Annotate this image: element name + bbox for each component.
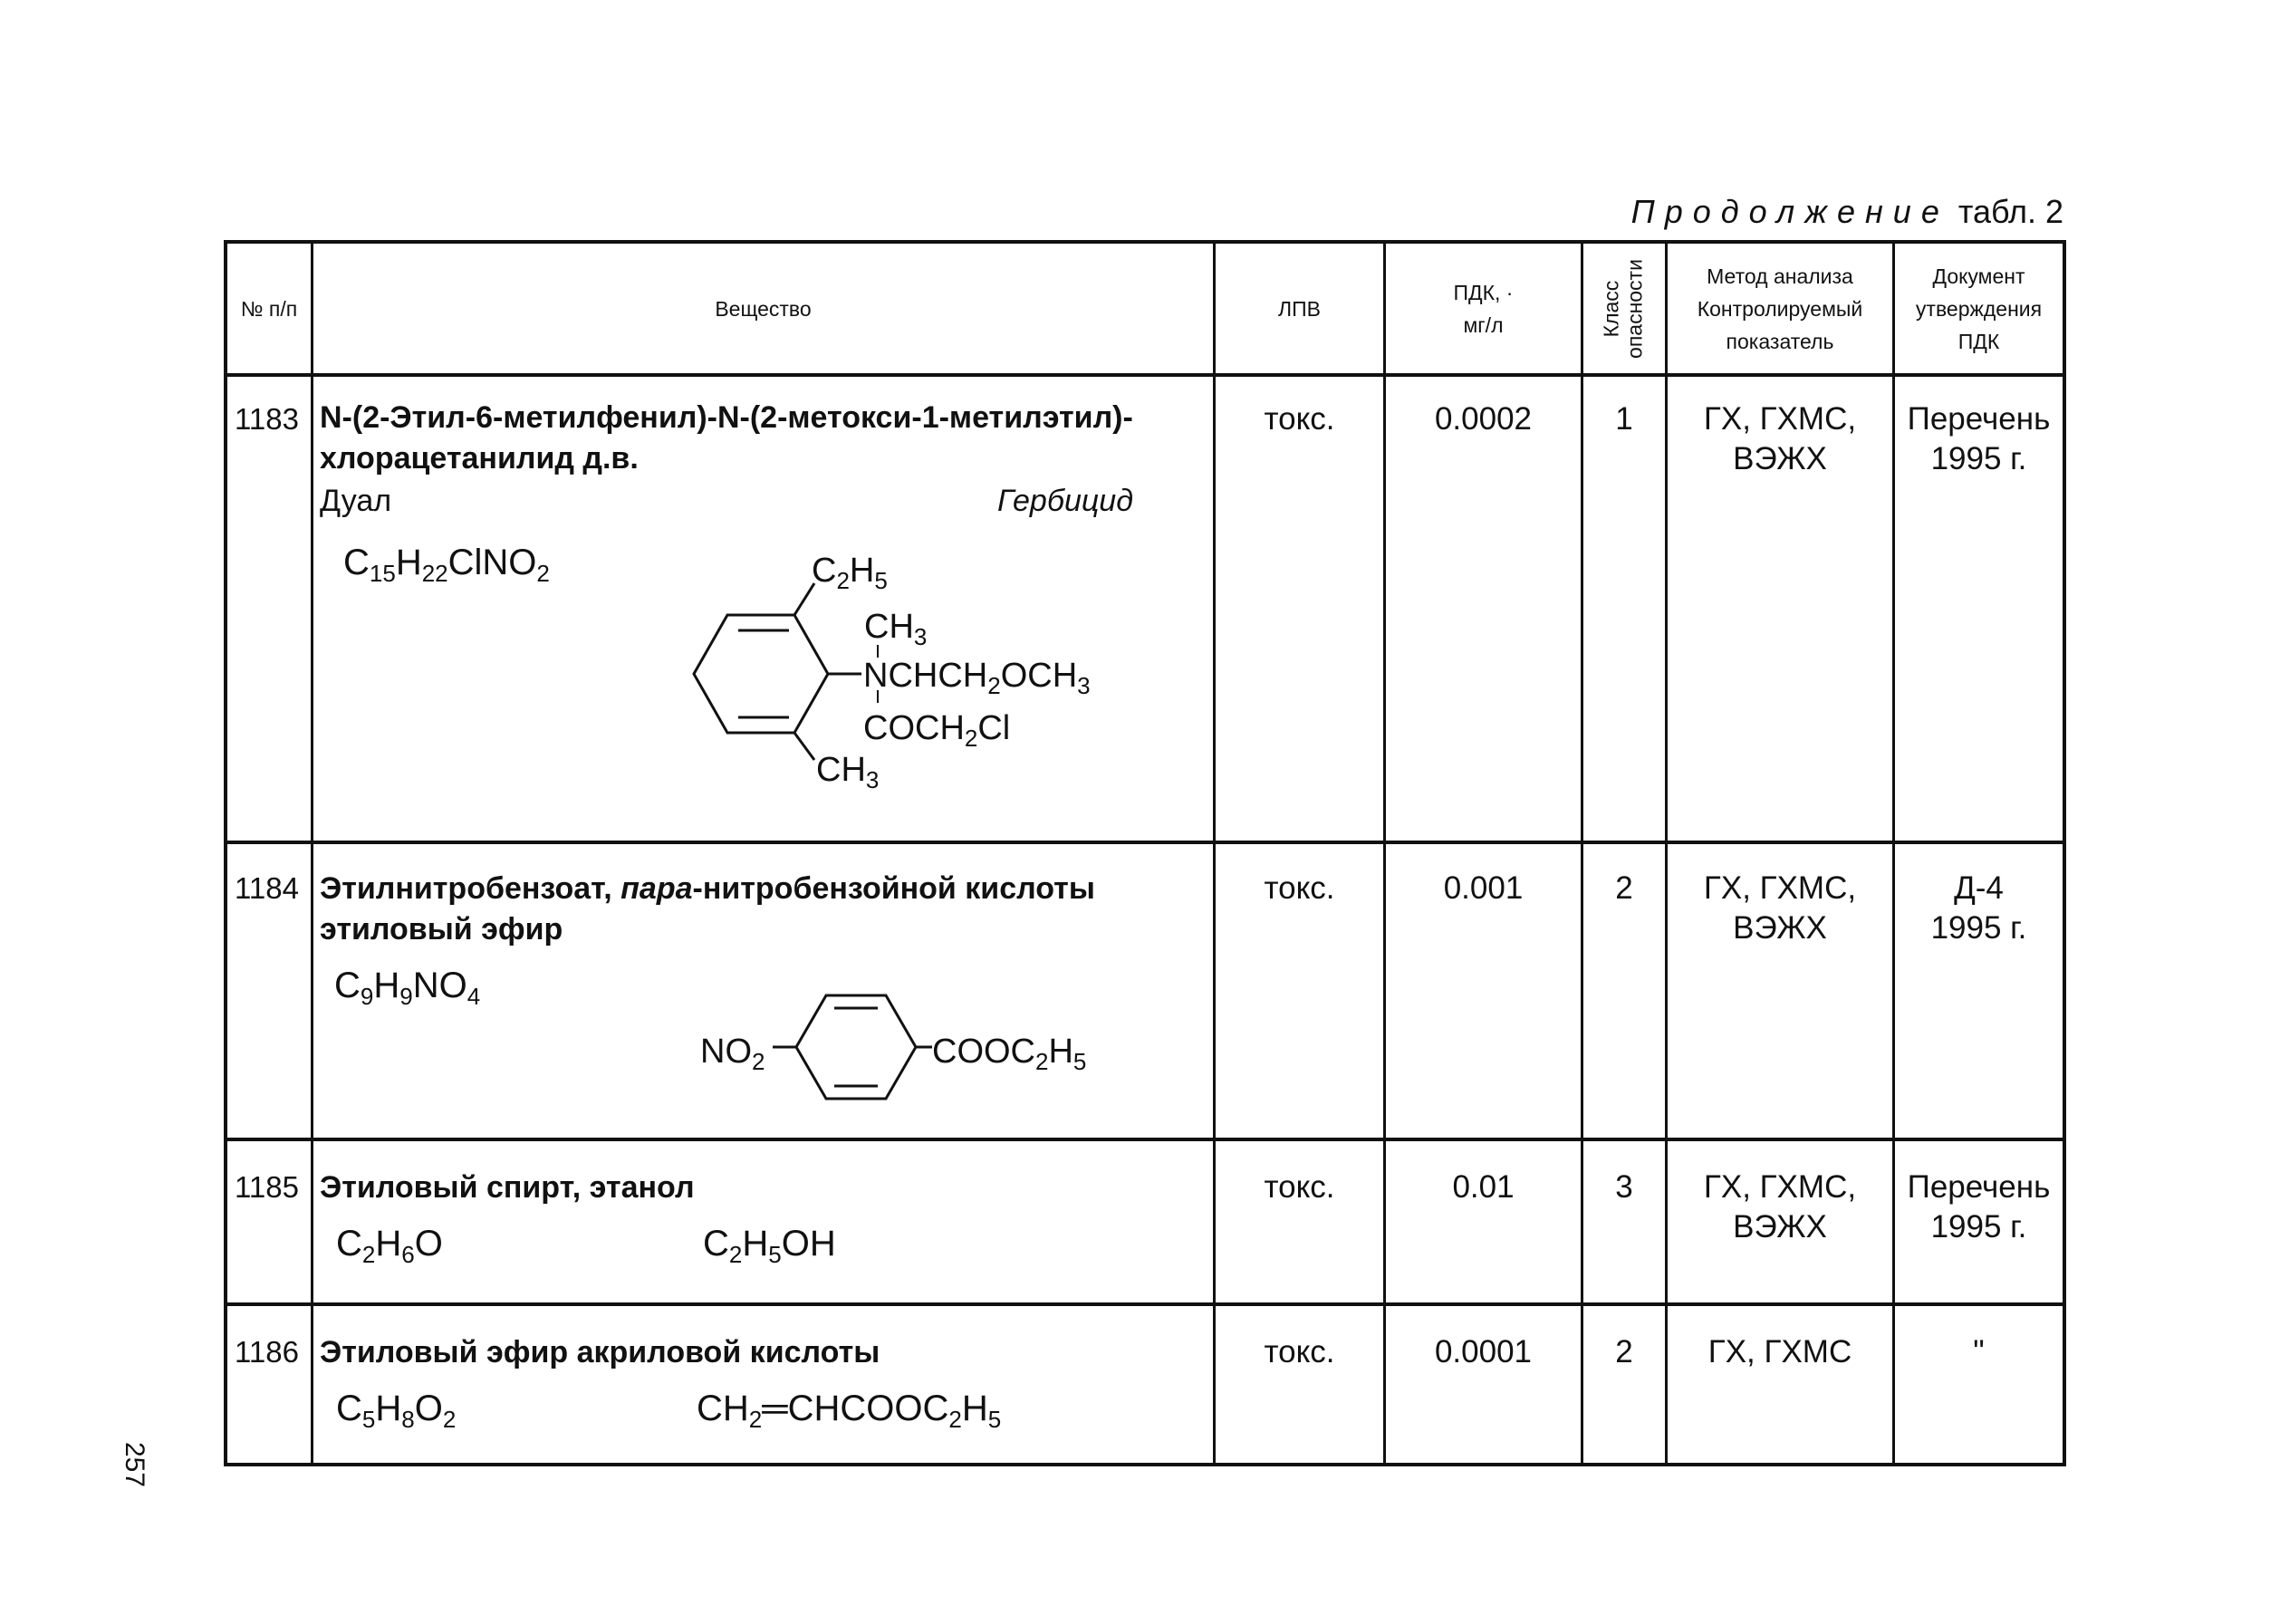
approval-document-line: Д-4 (1954, 870, 2004, 906)
pdk-value: 0.0002 (1434, 401, 1533, 437)
row-divider (227, 1302, 2063, 1306)
approval-document-line: 1995 г. (1930, 441, 2027, 476)
substance-name: Этиловый эфир акриловой кислоты (320, 1335, 880, 1369)
structure-diagram-1184 (662, 968, 1115, 1122)
structural-formula: $C_2H_5OH$ (703, 1224, 836, 1268)
approval-document: " (1973, 1334, 1985, 1369)
header-pdk-line1: ПДК, · (1453, 280, 1514, 304)
row-number: 1185 (235, 1170, 299, 1204)
hazard-class: 1 (1615, 401, 1633, 437)
approval-document (1895, 1168, 2063, 1247)
struct-nitro: $NO_2$ (700, 1033, 765, 1075)
analysis-method-line: ГХ, ГХМС, (1703, 1169, 1857, 1205)
substance-name-part-italic: пара (620, 871, 693, 906)
lpv-value: токс. (1264, 1169, 1335, 1205)
header-method-line1: Метод анализа (1707, 264, 1853, 288)
analysis-method-line: ГХ, ГХМС, (1703, 870, 1857, 906)
row-divider (227, 1138, 2063, 1141)
structural-formula: $CH_2═CHCOOC_2H_5$ (697, 1389, 1002, 1433)
approval-document-line: Перечень (1907, 1169, 2051, 1205)
hazard-class: 2 (1615, 1334, 1633, 1369)
approval-document-line: 1995 г. (1930, 910, 2027, 946)
header-lpv: ЛПВ (1278, 296, 1321, 321)
analysis-method-line: ГХ, ГХМС, (1703, 401, 1857, 437)
header-class-line1: Класс (1599, 280, 1623, 338)
substances-table (224, 240, 2066, 1466)
analysis-method (1668, 869, 1892, 948)
pdk-value: 0.01 (1452, 1169, 1515, 1205)
analysis-method (1668, 399, 1892, 479)
header-class (1599, 245, 1647, 374)
header-method (1668, 244, 1892, 373)
lpv-value: токс. (1264, 1334, 1335, 1369)
hazard-class: 3 (1615, 1169, 1633, 1205)
caption-continuation: Продолжение (1630, 193, 1949, 230)
header-pdk (1386, 244, 1581, 373)
molecular-formula: $C_{15}H_{22}ClNO_2$ (343, 543, 550, 587)
header-method-line3: показатель (1726, 329, 1834, 353)
analysis-method-line: ВЭЖХ (1733, 441, 1827, 476)
struct-methyl-top: $CH_3$ (864, 608, 928, 650)
struct-ester: $COOC_2H_5$ (932, 1033, 1087, 1075)
substance-name: Этиловый спирт, этанол (320, 1170, 695, 1205)
row-divider (227, 841, 2063, 844)
page-number: 257 (120, 1441, 149, 1488)
table-caption (1540, 193, 2063, 231)
row-number: 1183 (235, 402, 299, 436)
substance-use: Гербицид (997, 484, 1133, 518)
header-doc-line3: ПДК (1957, 329, 2000, 353)
structure-diagram-1183 (662, 547, 1091, 793)
substance-name-line: N-(2-Этил-6-метилфенил)-N-(2-метокси-1-метилэтил)- (320, 400, 1133, 435)
analysis-method-line: ВЭЖХ (1733, 1209, 1827, 1244)
molecular-formula: $C_5H_8O_2$ (336, 1389, 457, 1433)
molecular-formula: $C_2H_6O$ (336, 1224, 443, 1268)
col-divider (311, 244, 313, 1463)
row-divider (227, 373, 2063, 377)
header-doc-line2: утверждения (1915, 296, 2043, 321)
substance-name (320, 869, 1207, 950)
header-class-line2: опасности (1622, 259, 1647, 359)
header-method-line2: Контролируемый (1697, 296, 1863, 321)
lpv-value: токс. (1264, 401, 1335, 437)
approval-document (1895, 399, 2063, 479)
hazard-class: 2 (1615, 870, 1633, 906)
row-number: 1186 (235, 1335, 299, 1369)
struct-chain: $NCHCH_2OCH_3$ (863, 657, 1091, 699)
substance-name-line: этиловый эфир (320, 912, 563, 947)
analysis-method-line: ВЭЖХ (1733, 910, 1827, 946)
substance-name (320, 398, 1207, 479)
struct-ethyl: $C_2H_5$ (812, 552, 888, 594)
pdk-value: 0.001 (1443, 870, 1524, 906)
caption-table-ref: табл. 2 (1957, 193, 2063, 230)
lpv-value: токс. (1264, 870, 1335, 906)
trade-name: Дуал (320, 484, 392, 518)
molecular-formula: $C_9H_9NO_4$ (334, 966, 481, 1010)
substance-name-part: Этилнитробензоат, (320, 871, 621, 906)
row-number: 1184 (235, 871, 299, 905)
substance-name-line: хлорацетанилид д.в. (320, 441, 639, 476)
header-pdk-line2: мг/л (1463, 312, 1504, 337)
header-doc (1895, 244, 2063, 373)
analysis-method: ГХ, ГХМС (1707, 1334, 1852, 1369)
substance-name-part: -нитробензойной кислоты (692, 871, 1095, 906)
approval-document-line: Перечень (1907, 401, 2051, 437)
approval-document (1895, 869, 2063, 948)
substance-name-line (320, 869, 1207, 909)
analysis-method (1668, 1168, 1892, 1247)
struct-methyl-bottom: $CH_3$ (816, 751, 880, 793)
header-num: № п/п (240, 296, 298, 321)
approval-document-line: 1995 г. (1930, 1209, 2027, 1244)
struct-acyl: $COCH_2Cl$ (863, 709, 1011, 752)
header-doc-line1: Документ (1932, 264, 2025, 288)
pdk-value: 0.0001 (1434, 1334, 1533, 1369)
header-substance: Вещество (715, 296, 812, 321)
